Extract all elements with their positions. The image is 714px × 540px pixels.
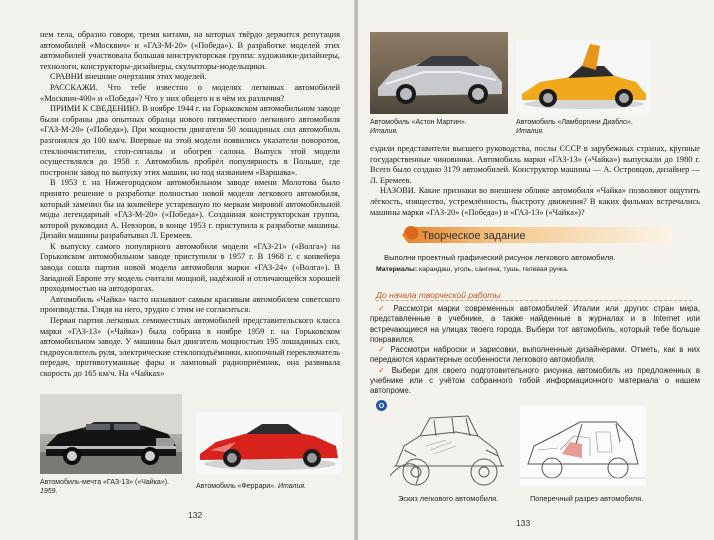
materials-text: карандаш, уголь, сангина, тушь, гелевая ручка. <box>419 266 569 273</box>
paragraph: Автомобиль «Чайка» часто называют самым красивым автомобилем советского производства. Глядя на него, трудно с этим не согласиться. <box>40 294 340 315</box>
chaika-car-illustration <box>40 394 182 474</box>
left-page <box>0 0 356 540</box>
caption-country: Италия. <box>370 128 399 135</box>
step-text: Рассмотри наброски и зарисовки, выполненные дизайнерами. Отметь, как в них передаются характерные особенности легкового автомобиля. <box>370 345 700 365</box>
task-box <box>370 253 700 273</box>
left-body-text <box>40 30 340 380</box>
materials-label: Материалы: <box>376 266 418 273</box>
section-title: До начала творческой работы <box>376 290 501 300</box>
paragraph: НАЗОВИ. Какие признаки во внешнем облике автомобиля «Чайка» позволяют ощутить лёгкость, изящество, устремлённость, быстроту движения? В каких фильмах встречались машины марки «ГАЗ-20» («Победа») и «ГАЗ-13» («Чайка»)? <box>370 186 700 217</box>
lamborghini-illustration <box>516 40 650 114</box>
right-page <box>358 0 714 540</box>
sketch-car-image <box>386 406 512 492</box>
photo-lamborghini-car <box>516 40 650 114</box>
paragraph: Первая партия легковых семиместных автомобилей представительского класса марки «ГАЗ-13» («Чайка») была собрана в ноябре 1959 г. на Горьковском автомобильном заводе. У машины был двигатель мощностью 195 лошадиных сил, гидроусилитель руля, электрические стеклоподъёмники, кнопочный переключатель передач, противотуманные фары и ламповый радиоприёмник, она развивала скорость до 165 км/ч. На «Чайках» <box>40 316 340 378</box>
cross-section-illustration <box>520 406 646 486</box>
list-item <box>370 366 700 397</box>
caption-chaika <box>40 478 180 496</box>
paragraph: нем тела, образно говоря, тремя китами, на которых твёрдо держится репутация автомобилей «Москвич» и «ГАЗ-М-20» («Победа»). В разработке моделей этих автомобилей участвовала большая конструкторская группа: художники-дизайнеры, технологи, конструкторы-дизайнеры, скульпторы-модельщики. <box>40 30 340 71</box>
caption-country: Италия. <box>277 483 307 490</box>
car-sketch-illustration <box>386 406 512 492</box>
step-text: Рассмотри марки современных автомобилей Италии или других стран мира, представленные в учебнике, а также найденные в журналах и в Internet или встречающиеся на улицах твоего города. Выбери тот автомобиль, который тебе больше понравился. <box>370 304 700 344</box>
page-number-right: 133 <box>516 518 531 528</box>
caption-aston-martin <box>370 118 510 136</box>
step-text: Выбери для своего подготовительного рисунка автомобиль из предложенных в учебнике или с учётом собранного тобой информационного материала о нашем автопроме. <box>370 365 700 396</box>
paragraph: В 1953 г. на Нижегородском автомобильном заводе имени Молотова было принято решение о разработке полностью новой модели легкового автомобиля, который заменил бы на конвейере устаревшую по меркам мировой автомобильной моды легендарный «ГАЗ-М-20» («Победа»). Созданная конструкторская группа, которой руководил А. Невзоров, в конце 1953 г. приступила к разработке машины. Дизайн машины разрабатывал Л. Еремеев. <box>40 178 340 241</box>
caption-lamborghini <box>516 118 666 136</box>
steps-list <box>370 304 700 397</box>
check-icon: ✓ <box>378 345 391 355</box>
caption-text: Автомобиль «Астон Мартин». <box>370 119 467 126</box>
right-body-text <box>370 144 700 218</box>
photo-ferrari-car <box>196 412 342 474</box>
caption-ferrari <box>196 482 346 491</box>
paragraph: ПРИМИ К СВЕДЕНИЮ. В ноябре 1944 г. на Горьковском автомобильном заводе были собраны два опытных образца нового пятиместного легкового автомобиля «ГАЗ-М-20» («Победа»). При мощности двигателя 50 лошадиных сил автомобиль разгонялся до 100 км/ч. Впервые на этой модели появились указатели поворотов, стеклоочистители, стоп-сигналы и обогрев салона. Выпуск этой модели осуществлялся до 1958 г. Автомобиль пробрёл популярность в Польше, где построили завод по выпуску этих машин, но под названием «Варшава». <box>40 104 340 177</box>
cross-section-image <box>520 406 646 486</box>
caption-text: Автомобиль «Ламборгини Диабло». <box>516 119 633 126</box>
materials-line <box>376 266 700 273</box>
caption-text: Автомобиль «Феррари». <box>196 483 276 490</box>
ferrari-car-illustration <box>196 412 342 474</box>
photo-aston-martin-car <box>370 32 508 114</box>
paragraph: РАССКАЖИ. Что тебе известно о моделях легковых автомобилей «Москвич-400» и «Победа»? Что у них общего и в чём их различия? <box>40 82 340 103</box>
page-number-left: 132 <box>188 510 203 520</box>
check-icon: ✓ <box>378 304 394 313</box>
caption-year: 1959. <box>40 488 58 495</box>
task-title: Творческое задание <box>422 230 526 242</box>
paragraph: СРАВНИ внешние очертания этих моделей. <box>50 72 207 82</box>
check-icon: ✓ <box>378 365 392 375</box>
list-item <box>370 304 700 345</box>
section-divider <box>376 300 692 301</box>
paragraph: К выпуску самого популярного автомобиля модели «ГАЗ-21» («Волга») на Горьковском автомобильном заводе приступили в 1957 г. В 1968 г. с конвейера завода сошла партия новой модели автомобиля марки «ГАЗ-24» («Волга»). В Западной Европе эту модель считали мощной, надёжной и отличающейся хорошей проходимостью на автодорогах. <box>40 241 340 294</box>
caption-sketch: Эскиз легкового автомобиля. <box>398 494 499 503</box>
task-line: Выполни проектный графический рисунок легкового автомобиля. <box>384 253 616 262</box>
aston-martin-illustration <box>370 32 508 114</box>
caption-cross-section: Поперечный разрез автомобиля. <box>530 494 644 503</box>
caption-text: Автомобиль-мечта «ГАЗ-13» («Чайка»). <box>40 479 169 486</box>
caption-country: Италия. <box>516 128 545 135</box>
paragraph: ездили представители высшего руководства, послы СССР в зарубежных странах, крупные государственные чиновники. Автомобиль марки «ГАЗ-13» («Чайка») выпускали до 1980 г. Всего было создано 3179 автомобилей. Конструктор машины — А. Островцов, дизайнер — Л. Еремеев. <box>370 144 700 185</box>
photo-chaika-car <box>40 394 182 474</box>
list-item <box>370 345 700 366</box>
